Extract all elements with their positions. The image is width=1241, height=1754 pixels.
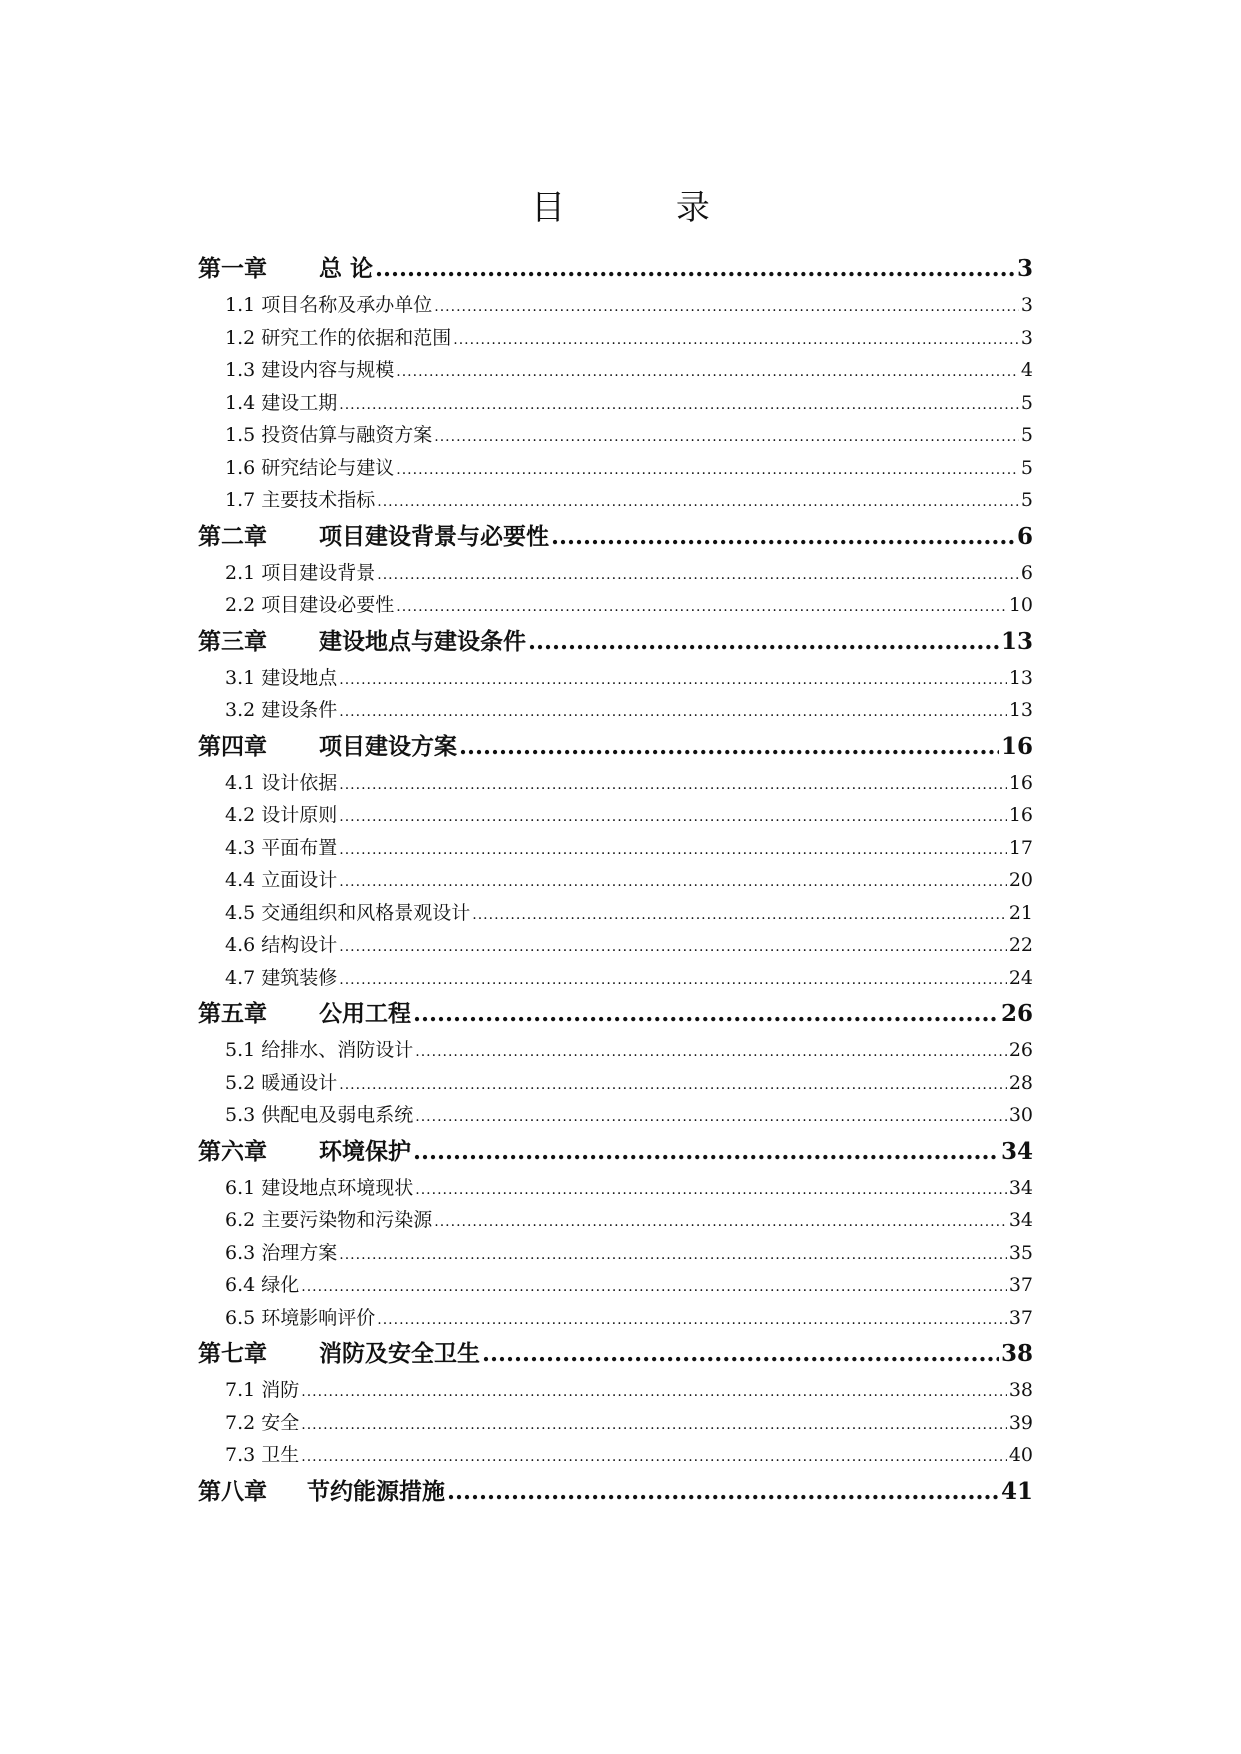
section-page-number: 28 xyxy=(1008,1071,1033,1094)
section-page-number: 4 xyxy=(1020,359,1033,381)
dot-leader xyxy=(528,622,999,662)
toc-chapter-entry[interactable] xyxy=(198,249,1033,289)
toc-section-entry[interactable] xyxy=(198,799,1033,832)
dot-leader xyxy=(453,324,1019,357)
toc-section-entry[interactable] xyxy=(198,1067,1033,1100)
toc-section-entry[interactable] xyxy=(198,289,1033,322)
section-label: 5.3 供配电及弱电系统 xyxy=(225,1104,414,1126)
dot-leader xyxy=(339,1239,1007,1272)
section-label: 6.5 环境影响评价 xyxy=(225,1306,376,1329)
section-label: 4.3 平面布置 xyxy=(225,836,338,859)
section-page-number: 13 xyxy=(1008,699,1033,721)
section-label: 1.4 建设工期 xyxy=(225,391,338,414)
dot-leader xyxy=(551,517,1015,557)
section-label: 1.3 建设内容与规模 xyxy=(225,359,395,381)
section-label: 1.7 主要技术指标 xyxy=(225,489,376,511)
section-page-number: 3 xyxy=(1020,326,1033,349)
toc-section-entry[interactable] xyxy=(198,1172,1033,1205)
section-page-number: 20 xyxy=(1008,869,1033,891)
section-page-number: 5 xyxy=(1020,391,1033,414)
section-label: 5.2 暖通设计 xyxy=(225,1071,338,1094)
section-page-number: 35 xyxy=(1008,1241,1033,1264)
section-page-number: 37 xyxy=(1008,1306,1033,1329)
toc-chapter-entry[interactable] xyxy=(198,1472,1033,1512)
section-page-number: 16 xyxy=(1008,771,1033,794)
toc-section-entry[interactable] xyxy=(198,419,1033,452)
chapter-number: 第七章 xyxy=(198,1340,267,1367)
section-page-number: 34 xyxy=(1008,1176,1033,1199)
dot-leader xyxy=(301,1376,1007,1409)
toc-chapter-entry[interactable] xyxy=(198,622,1033,662)
dot-leader xyxy=(472,899,1007,932)
section-label: 3.2 建设条件 xyxy=(225,699,338,721)
toc-section-entry[interactable] xyxy=(198,1269,1033,1302)
section-label: 2.2 项目建设必要性 xyxy=(225,594,395,616)
chapter-title: 项目建设背景与必要性 xyxy=(319,522,549,550)
dot-leader xyxy=(301,1409,1007,1442)
section-label: 7.3 卫生 xyxy=(225,1444,300,1466)
section-page-number: 13 xyxy=(1008,666,1033,689)
section-label: 3.1 建设地点 xyxy=(225,666,338,689)
chapter-page-number: 3 xyxy=(1016,255,1033,282)
section-label: 4.4 立面设计 xyxy=(225,869,338,891)
dot-leader xyxy=(413,1132,999,1172)
toc-section-entry[interactable] xyxy=(198,589,1033,622)
section-page-number: 38 xyxy=(1008,1379,1033,1401)
section-label: 6.2 主要污染物和污染源 xyxy=(225,1209,433,1231)
dot-leader xyxy=(396,356,1019,389)
toc-section-entry[interactable] xyxy=(198,1439,1033,1472)
toc-section-entry[interactable] xyxy=(198,962,1033,995)
chapter-number: 第二章 xyxy=(198,522,267,550)
chapter-number: 第五章 xyxy=(198,1000,267,1027)
chapter-number: 第八章 xyxy=(198,1477,267,1505)
section-page-number: 5 xyxy=(1020,424,1033,446)
toc-section-entry[interactable] xyxy=(198,484,1033,517)
section-label: 4.7 建筑装修 xyxy=(225,966,338,989)
section-label: 7.2 安全 xyxy=(225,1411,300,1434)
toc-section-entry[interactable] xyxy=(198,354,1033,387)
page-title: 目 录 xyxy=(531,188,760,228)
dot-leader xyxy=(377,486,1019,519)
toc-section-entry[interactable] xyxy=(198,1374,1033,1407)
dot-leader xyxy=(413,994,999,1034)
section-page-number: 5 xyxy=(1020,489,1033,511)
section-page-number: 17 xyxy=(1008,836,1033,859)
table-of-contents xyxy=(198,249,1033,1512)
section-page-number: 5 xyxy=(1020,456,1033,479)
dot-leader xyxy=(415,1101,1007,1134)
toc-section-entry[interactable] xyxy=(198,929,1033,962)
section-label: 4.6 结构设计 xyxy=(225,934,338,956)
dot-leader xyxy=(301,1271,1007,1304)
dot-leader xyxy=(415,1174,1007,1207)
dot-leader xyxy=(375,249,1015,289)
toc-section-entry[interactable] xyxy=(198,1407,1033,1440)
toc-section-entry[interactable] xyxy=(198,864,1033,897)
chapter-page-number: 38 xyxy=(1000,1340,1033,1367)
section-label: 4.1 设计依据 xyxy=(225,771,338,794)
dot-leader xyxy=(339,664,1007,697)
chapter-page-number: 16 xyxy=(1000,732,1033,760)
toc-section-entry[interactable] xyxy=(198,694,1033,727)
dot-leader xyxy=(415,1036,1007,1069)
section-label: 1.2 研究工作的依据和范围 xyxy=(225,326,452,349)
dot-leader xyxy=(434,421,1019,454)
chapter-page-number: 13 xyxy=(1000,627,1033,655)
toc-section-entry[interactable] xyxy=(198,832,1033,865)
toc-section-entry[interactable] xyxy=(198,387,1033,420)
section-label: 1.5 投资估算与融资方案 xyxy=(225,424,433,446)
chapter-page-number: 26 xyxy=(1000,1000,1033,1027)
chapter-page-number: 34 xyxy=(1000,1137,1033,1165)
dot-leader xyxy=(339,801,1007,834)
section-page-number: 30 xyxy=(1008,1104,1033,1126)
toc-section-entry[interactable] xyxy=(198,322,1033,355)
section-label: 5.1 给排水、消防设计 xyxy=(225,1039,414,1061)
section-page-number: 34 xyxy=(1008,1209,1033,1231)
dot-leader xyxy=(339,769,1007,802)
dot-leader xyxy=(434,291,1019,324)
dot-leader xyxy=(339,1069,1007,1102)
section-label: 6.4 绿化 xyxy=(225,1274,300,1296)
chapter-title: 消防及安全卫生 xyxy=(319,1340,480,1367)
chapter-number: 第六章 xyxy=(198,1137,267,1165)
section-label: 4.5 交通组织和风格景观设计 xyxy=(225,901,471,924)
section-page-number: 3 xyxy=(1020,294,1033,316)
chapter-title: 环境保护 xyxy=(319,1137,411,1165)
toc-chapter-entry[interactable] xyxy=(198,994,1033,1034)
toc-chapter-entry[interactable] xyxy=(198,727,1033,767)
section-page-number: 24 xyxy=(1008,966,1033,989)
toc-chapter-entry[interactable] xyxy=(198,1132,1033,1172)
toc-section-entry[interactable] xyxy=(198,1302,1033,1335)
dot-leader xyxy=(339,389,1019,422)
dot-leader xyxy=(339,834,1007,867)
section-label: 6.1 建设地点环境现状 xyxy=(225,1176,414,1199)
section-label: 2.1 项目建设背景 xyxy=(225,561,376,584)
dot-leader xyxy=(339,931,1007,964)
chapter-number: 第四章 xyxy=(198,732,267,760)
toc-section-entry[interactable] xyxy=(198,1034,1033,1067)
section-page-number: 26 xyxy=(1008,1039,1033,1061)
chapter-page-number: 41 xyxy=(1000,1477,1033,1505)
dot-leader xyxy=(377,1304,1007,1337)
dot-leader xyxy=(339,696,1007,729)
toc-section-entry[interactable] xyxy=(198,452,1033,485)
chapter-title: 项目建设方案 xyxy=(319,732,457,760)
section-page-number: 40 xyxy=(1008,1444,1033,1466)
section-page-number: 10 xyxy=(1008,594,1033,616)
toc-section-entry[interactable] xyxy=(198,897,1033,930)
section-page-number: 16 xyxy=(1008,804,1033,826)
section-label: 1.1 项目名称及承办单位 xyxy=(225,294,433,316)
dot-leader xyxy=(301,1441,1007,1474)
chapter-title: 总 论 xyxy=(319,255,374,282)
dot-leader xyxy=(339,964,1007,997)
dot-leader xyxy=(396,591,1007,624)
section-label: 4.2 设计原则 xyxy=(225,804,338,826)
section-page-number: 21 xyxy=(1008,901,1033,924)
dot-leader xyxy=(396,454,1019,487)
toc-chapter-entry[interactable] xyxy=(198,517,1033,557)
dot-leader xyxy=(377,559,1019,592)
dot-leader xyxy=(447,1472,999,1512)
dot-leader xyxy=(459,727,999,767)
section-page-number: 6 xyxy=(1020,561,1033,584)
toc-section-entry[interactable] xyxy=(198,557,1033,590)
chapter-title: 节约能源措施 xyxy=(307,1477,445,1505)
section-page-number: 22 xyxy=(1008,934,1033,956)
dot-leader xyxy=(434,1206,1007,1239)
dot-leader xyxy=(482,1334,999,1374)
toc-section-entry[interactable] xyxy=(198,1237,1033,1270)
toc-section-entry[interactable] xyxy=(198,662,1033,695)
chapter-title: 建设地点与建设条件 xyxy=(319,627,526,655)
dot-leader xyxy=(339,866,1007,899)
chapter-title: 公用工程 xyxy=(319,1000,411,1027)
toc-chapter-entry[interactable] xyxy=(198,1334,1033,1374)
section-label: 7.1 消防 xyxy=(225,1379,300,1401)
section-page-number: 37 xyxy=(1008,1274,1033,1296)
toc-section-entry[interactable] xyxy=(198,767,1033,800)
chapter-number: 第三章 xyxy=(198,627,267,655)
toc-section-entry[interactable] xyxy=(198,1204,1033,1237)
chapter-page-number: 6 xyxy=(1016,522,1033,550)
section-page-number: 39 xyxy=(1008,1411,1033,1434)
chapter-number: 第一章 xyxy=(198,255,267,282)
section-label: 1.6 研究结论与建议 xyxy=(225,456,395,479)
toc-section-entry[interactable] xyxy=(198,1099,1033,1132)
section-label: 6.3 治理方案 xyxy=(225,1241,338,1264)
